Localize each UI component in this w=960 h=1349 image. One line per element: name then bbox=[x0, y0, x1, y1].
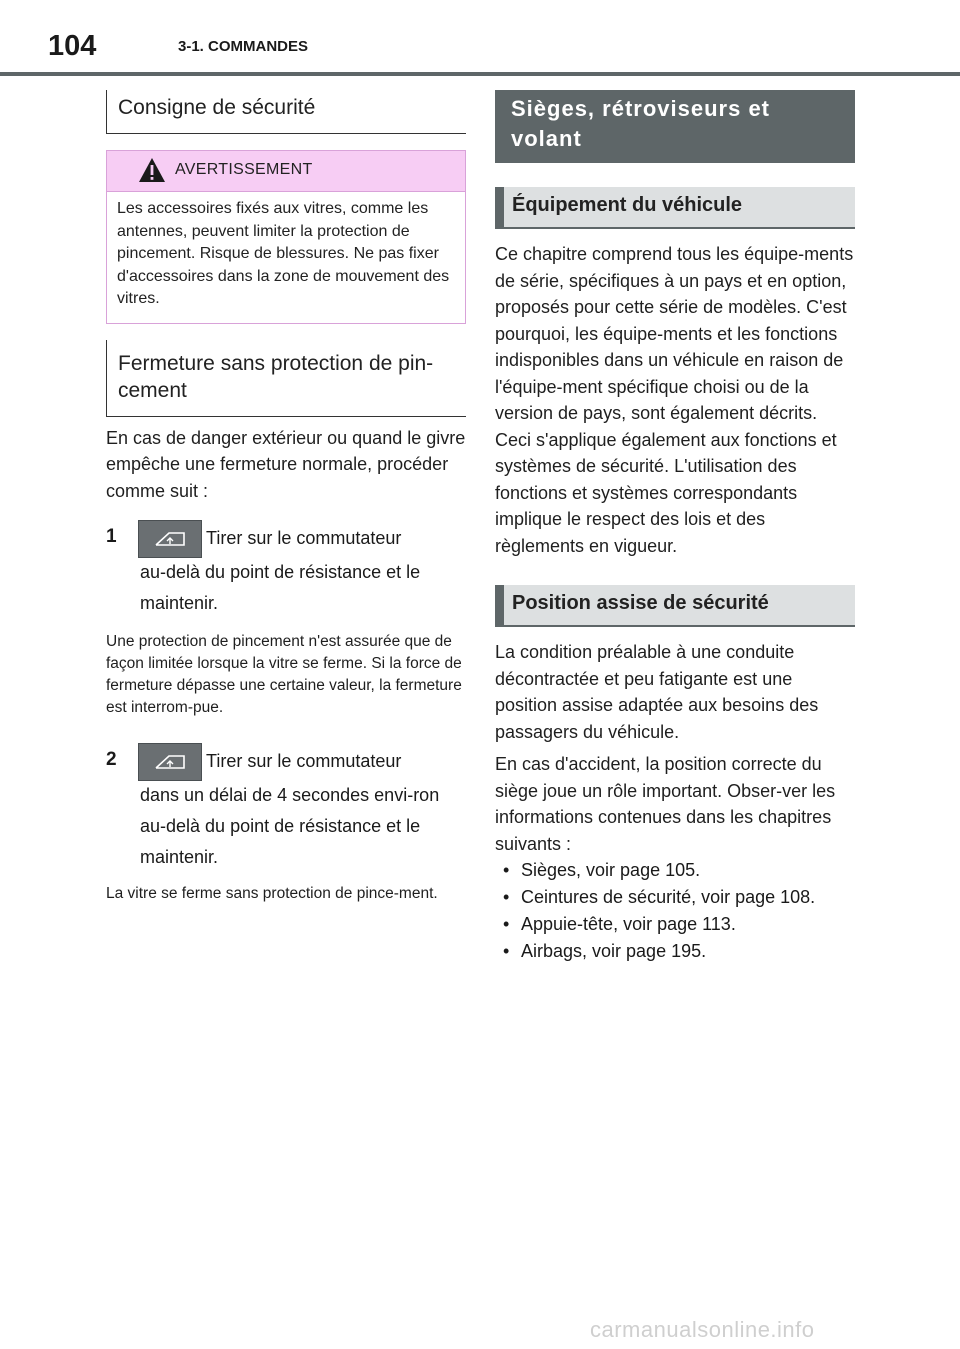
step-2 bbox=[106, 743, 466, 873]
left-column bbox=[106, 90, 466, 905]
step-note: La vitre se ferme sans protection de pince-ment. bbox=[106, 885, 438, 902]
window-switch-icon bbox=[138, 520, 202, 558]
list-item: • Appuie-tête, voir page 113. bbox=[495, 911, 855, 938]
closing-heading: Fermeture sans protection de pin-cement bbox=[106, 340, 466, 417]
step-number: 1 bbox=[106, 526, 117, 547]
seating-text-2: En cas d'accident, la position correcte du siège joue un rôle important. Obser-ver les informations contenues dans les chapitres suivants : bbox=[495, 754, 836, 854]
list-item: • Sièges, voir page 105. bbox=[495, 857, 855, 884]
closing-intro: En cas de danger extérieur ou quand le givre empêche une fermeture normale, procéder comme suit : bbox=[106, 427, 466, 501]
step-text: Tirer sur le commutateur bbox=[206, 751, 402, 771]
equipment-heading: Équipement du véhicule bbox=[495, 187, 855, 229]
warning-triangle-icon bbox=[137, 156, 167, 184]
seating-text-1: La condition préalable à une conduite décontractée et peu fatigante est une position assise adaptée aux besoins des passagers du véhicule. bbox=[495, 642, 819, 742]
warning-header bbox=[107, 151, 465, 192]
list-item: • Airbags, voir page 195. bbox=[495, 938, 855, 965]
warning-text: Les accessoires fixés aux vitres, comme les antennes, peuvent limiter la protection de pincement. Risque de blessures. Ne pas fixer d'accessoires dans la zone de mouvement des vitres. bbox=[117, 200, 450, 307]
header-divider bbox=[0, 72, 960, 76]
section-title: Sièges, rétroviseurs et volant bbox=[495, 90, 855, 163]
warning-box bbox=[106, 150, 466, 324]
step-text: Tirer sur le commutateur bbox=[206, 528, 402, 548]
step-text-continued: dans un délai de 4 secondes envi-ron au-delà du point de résistance et le maintenir. bbox=[140, 785, 440, 867]
chapter-list bbox=[495, 857, 855, 965]
window-switch-icon bbox=[138, 743, 202, 781]
page-header bbox=[0, 0, 960, 76]
page-number: 104 bbox=[48, 30, 97, 62]
seating-heading: Position assise de sécurité bbox=[495, 585, 855, 627]
list-item: • Ceintures de sécurité, voir page 108. bbox=[495, 884, 855, 911]
step-note: Une protection de pincement n'est assurée que de façon limitée lorsque la vitre se ferme. Si la force de fermeture dépasse une certaine valeur, la fermeture est interrom-pue. bbox=[106, 633, 462, 716]
chapter-title: 3-1. COMMANDES bbox=[178, 38, 309, 55]
safety-heading: Consigne de sécurité bbox=[106, 90, 466, 134]
warning-title: AVERTISSEMENT bbox=[175, 161, 313, 178]
right-column bbox=[495, 90, 855, 965]
watermark: carmanualsonline.info bbox=[590, 1317, 815, 1342]
step-number: 2 bbox=[106, 749, 117, 770]
step-text-continued: au-delà du point de résistance et le maintenir. bbox=[140, 562, 421, 613]
step-1 bbox=[106, 520, 466, 619]
equipment-text: Ce chapitre comprend tous les équipe-ments de série, spécifiques à un pays et en option, proposés pour cette série de modèles. C'est pourquoi, les équipe-ments et les fonctions indisponibles dans un véhicule en raison de l'équipe-ment spécifique choisi ou de la version de pays, sont également décrits. Ceci s'applique également aux fonctions et systèmes de sécurité. L'utilisation des fonctions et systèmes correspondants implique le respect des lois et des règlements en vigueur. bbox=[495, 244, 854, 556]
